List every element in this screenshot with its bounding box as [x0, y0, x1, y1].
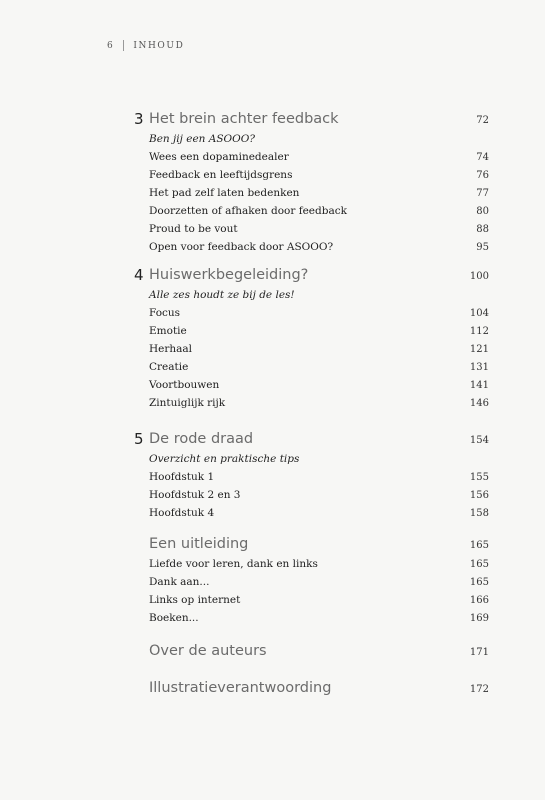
chapter-heading — [134, 264, 489, 286]
toc-entry-label: Herhaal — [149, 343, 193, 355]
toc-entry — [134, 504, 489, 522]
toc-chapter — [134, 108, 489, 256]
toc-entry-label: Links op internet — [149, 594, 241, 606]
toc-entry — [134, 220, 489, 238]
toc-entry — [134, 322, 489, 340]
chapter-subtitle: Alle zes houdt ze bij de les! — [149, 289, 295, 301]
chapter-page: 171 — [469, 647, 489, 658]
toc-entry-label: Emotie — [149, 325, 187, 337]
chapter-page: 72 — [476, 115, 489, 126]
toc-entry-page: 155 — [469, 472, 489, 483]
toc-entry-label: Het pad zelf laten bedenken — [149, 187, 300, 199]
toc-entry-label: Doorzetten of afhaken door feedback — [149, 205, 347, 217]
toc-entry-label: Hoofdstuk 1 — [149, 471, 215, 483]
toc-entry-page: 158 — [469, 508, 489, 519]
chapter-number: 3 — [134, 110, 144, 128]
toc-entry-page: 169 — [469, 613, 489, 624]
toc-entry — [134, 358, 489, 376]
running-header — [107, 40, 184, 51]
toc-entry-page: 74 — [476, 152, 489, 163]
chapter-heading — [134, 108, 489, 130]
chapter-page: 100 — [469, 271, 489, 282]
header-divider — [123, 40, 124, 51]
toc-entry — [134, 304, 489, 322]
toc-entry-page: 88 — [476, 224, 489, 235]
toc-entry-page: 76 — [476, 170, 489, 181]
toc-entry-label: Creatie — [149, 361, 189, 373]
toc-entry-page: 141 — [469, 380, 489, 391]
chapter-heading — [134, 428, 489, 450]
page-number: 6 — [107, 40, 115, 51]
toc-entry-page: 95 — [476, 242, 489, 253]
toc-entry — [134, 148, 489, 166]
chapter-title: Het brein achter feedback — [149, 111, 339, 127]
toc-entry-page: 165 — [469, 559, 489, 570]
toc-chapter — [134, 428, 489, 522]
toc-entry — [134, 591, 489, 609]
toc-entry — [134, 486, 489, 504]
chapter-title: De rode draad — [149, 431, 254, 447]
chapter-heading — [134, 533, 489, 555]
toc-entry-page: 156 — [469, 490, 489, 501]
toc-entry-label: Liefde voor leren, dank en links — [149, 558, 318, 570]
chapter-subtitle-row — [134, 286, 489, 304]
chapter-heading — [134, 640, 489, 662]
toc-entry-page: 131 — [469, 362, 489, 373]
toc-entry — [134, 166, 489, 184]
chapter-title: Over de auteurs — [149, 643, 267, 659]
section-title: INHOUD — [133, 40, 185, 51]
chapter-subtitle: Ben jij een ASOOO? — [149, 133, 255, 145]
toc-entry — [134, 468, 489, 486]
toc-entry-label: Proud to be vout — [149, 223, 238, 235]
chapter-title: Een uitleiding — [149, 536, 249, 552]
toc-entry-page: 121 — [469, 344, 489, 355]
toc-entry — [134, 202, 489, 220]
chapter-page: 172 — [469, 684, 489, 695]
toc-entry — [134, 184, 489, 202]
toc-entry-label: Boeken... — [149, 612, 199, 624]
toc-entry-page: 80 — [476, 206, 489, 217]
toc-entry-label: Hoofdstuk 4 — [149, 507, 215, 519]
toc-entry — [134, 394, 489, 412]
toc-entry — [134, 376, 489, 394]
toc-entry — [134, 238, 489, 256]
toc-entry-page: 166 — [469, 595, 489, 606]
chapter-title: Illustratieverantwoording — [149, 680, 332, 696]
toc-entry — [134, 340, 489, 358]
toc-chapter — [134, 677, 489, 699]
toc-entry-page: 104 — [469, 308, 489, 319]
toc-entry-label: Feedback en leeftijdsgrens — [149, 169, 293, 181]
toc-entry — [134, 555, 489, 573]
chapter-number: 4 — [134, 266, 144, 284]
toc-entry — [134, 609, 489, 627]
chapter-number: 5 — [134, 430, 144, 448]
chapter-title: Huiswerkbegeleiding? — [149, 267, 309, 283]
toc-entry-page: 77 — [476, 188, 489, 199]
chapter-heading — [134, 677, 489, 699]
toc-entry-label: Hoofdstuk 2 en 3 — [149, 489, 241, 501]
chapter-subtitle-row — [134, 130, 489, 148]
chapter-subtitle-row — [134, 450, 489, 468]
toc-entry-page: 112 — [469, 326, 489, 337]
toc-entry-page: 165 — [469, 577, 489, 588]
toc-entry — [134, 573, 489, 591]
chapter-subtitle: Overzicht en praktische tips — [149, 453, 300, 465]
toc-entry-label: Focus — [149, 307, 181, 319]
toc-entry-label: Dank aan... — [149, 576, 210, 588]
chapter-page: 165 — [469, 540, 489, 551]
toc-chapter — [134, 264, 489, 412]
toc-entry-label: Voortbouwen — [149, 379, 220, 391]
chapter-page: 154 — [469, 435, 489, 446]
toc-chapter — [134, 533, 489, 627]
toc-entry-label: Wees een dopaminedealer — [149, 151, 289, 163]
toc-entry-label: Zintuiglijk rijk — [149, 397, 226, 409]
toc-chapter — [134, 640, 489, 662]
toc-entry-label: Open voor feedback door ASOOO? — [149, 241, 334, 253]
toc-entry-page: 146 — [469, 398, 489, 409]
